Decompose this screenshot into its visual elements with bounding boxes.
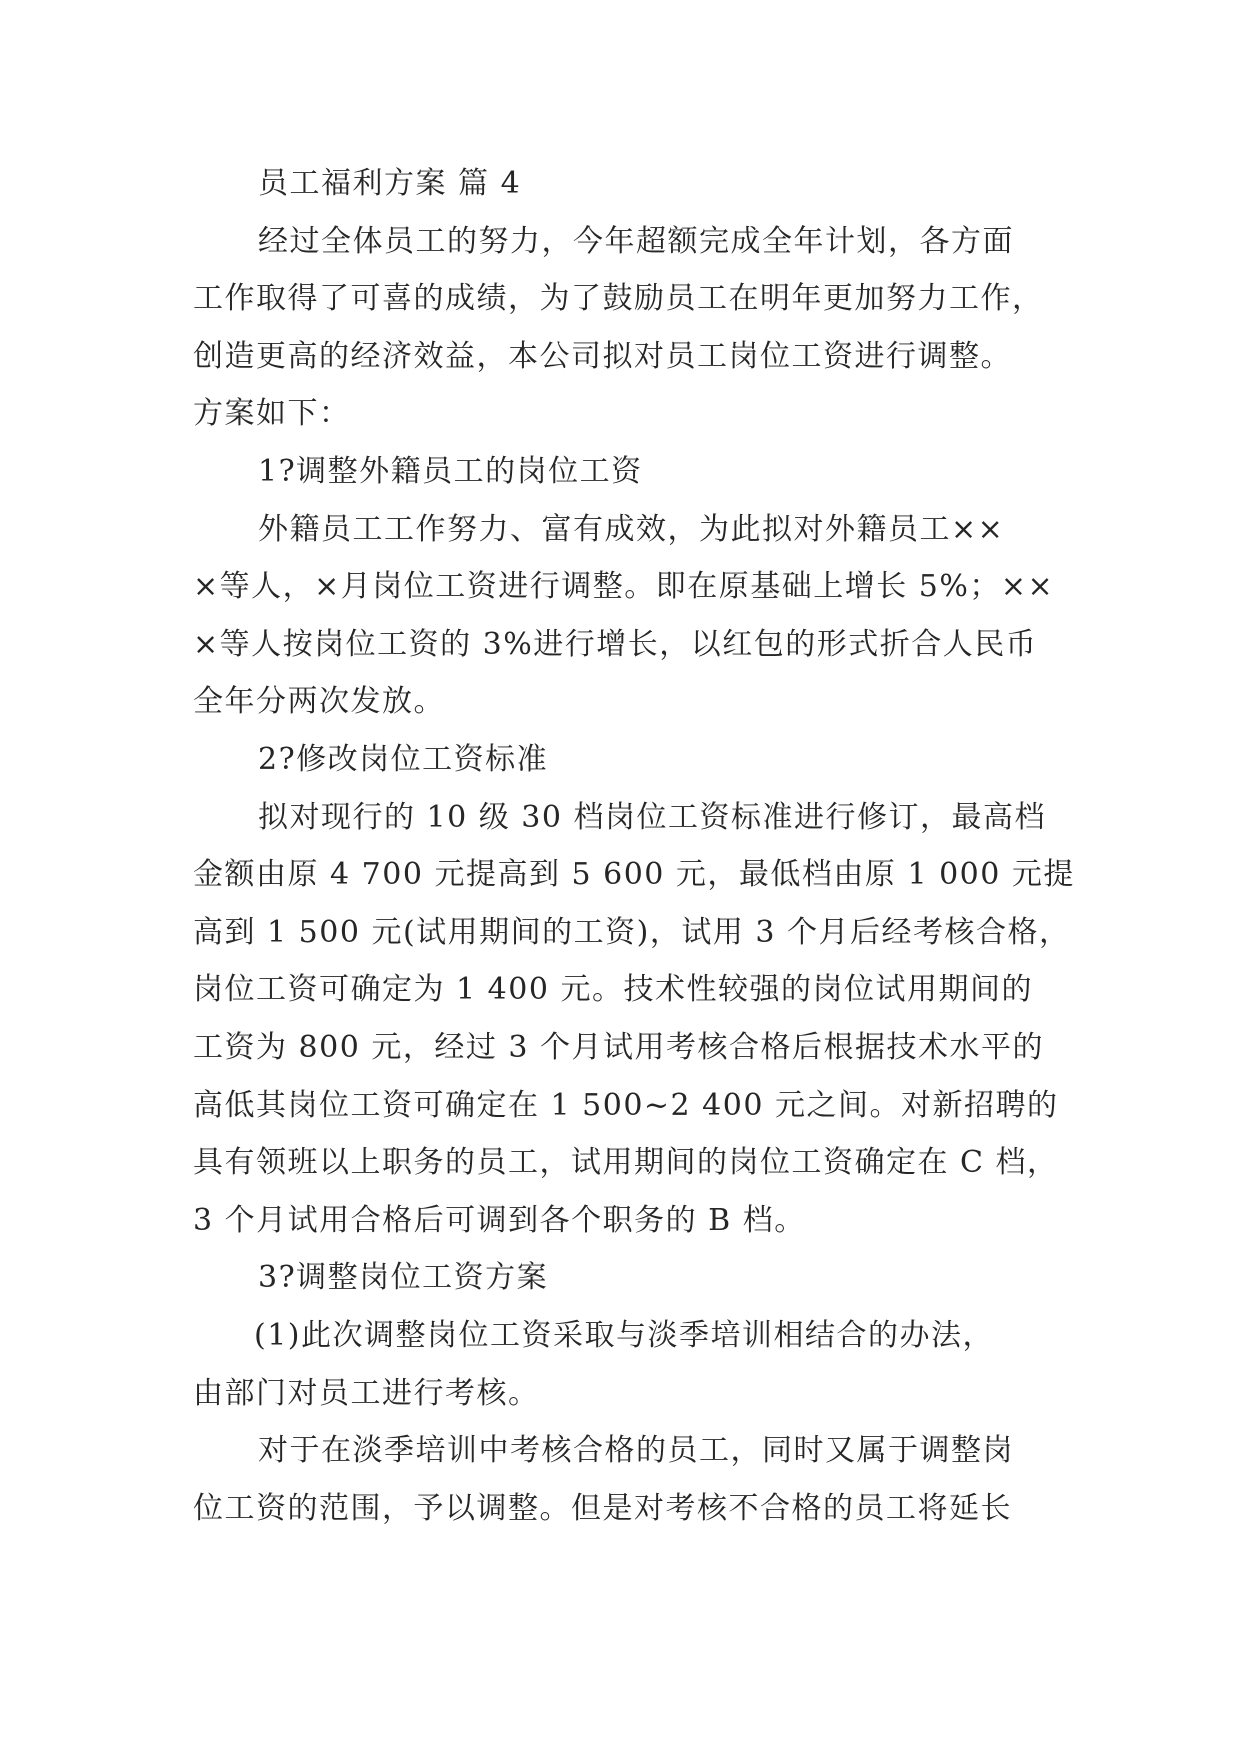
paragraph-line: 高低其岗位工资可确定在 1 500~2 400 元之间。对新招聘的: [193, 1088, 1059, 1123]
paragraph-line: 外籍员工工作努力、富有成效，为此拟对外籍员工××: [258, 512, 1005, 547]
paragraph-line: 全年分两次发放。: [193, 684, 445, 719]
paragraph-line: 3 个月试用合格后可调到各个职务的 B 档。: [193, 1203, 806, 1238]
paragraph-line: ×等人，×月岗位工资进行调整。即在原基础上增长 5%；××: [193, 569, 1055, 604]
paragraph-line: 具有领班以上职务的员工，试用期间的岗位工资确定在 C 档，: [193, 1145, 1059, 1180]
section-heading: 3?调整岗位工资方案: [258, 1260, 549, 1295]
paragraph-line: 经过全体员工的努力，今年超额完成全年计划，各方面: [258, 224, 1014, 259]
paragraph-line: 方案如下：: [193, 396, 351, 431]
section-heading: 2?修改岗位工资标准: [258, 742, 549, 777]
document-heading: 员工福利方案 篇 4: [258, 166, 522, 201]
paragraph-line: 拟对现行的 10 级 30 档岗位工资标准进行修订，最高档: [258, 800, 1046, 835]
paragraph-line: ×等人按岗位工资的 3%进行增长，以红包的形式折合人民币: [193, 627, 1038, 662]
paragraph-line: 工作取得了可喜的成绩，为了鼓励员工在明年更加努力工作，: [193, 281, 1044, 316]
paragraph-line: 对于在淡季培训中考核合格的员工，同时又属于调整岗: [258, 1433, 1014, 1468]
paragraph-line: 工资为 800 元，经过 3 个月试用考核合格后根据技术水平的: [193, 1030, 1044, 1065]
section-heading: 1?调整外籍员工的岗位工资: [258, 454, 643, 489]
paragraph-line: 位工资的范围，予以调整。但是对考核不合格的员工将延长: [193, 1491, 1012, 1526]
paragraph-line: 创造更高的经济效益，本公司拟对员工岗位工资进行调整。: [193, 339, 1012, 374]
paragraph-line: 金额由原 4 700 元提高到 5 600 元，最低档由原 1 000 元提: [193, 857, 1075, 892]
paragraph-line: 由部门对员工进行考核。: [193, 1376, 540, 1411]
paragraph-line: 岗位工资可确定为 1 400 元。技术性较强的岗位试用期间的: [193, 972, 1033, 1007]
paragraph-line: 高到 1 500 元(试用期间的工资)，试用 3 个月后经考核合格，: [193, 915, 1071, 950]
paragraph-line: (1)此次调整岗位工资采取与淡季培训相结合的办法，: [254, 1318, 994, 1353]
